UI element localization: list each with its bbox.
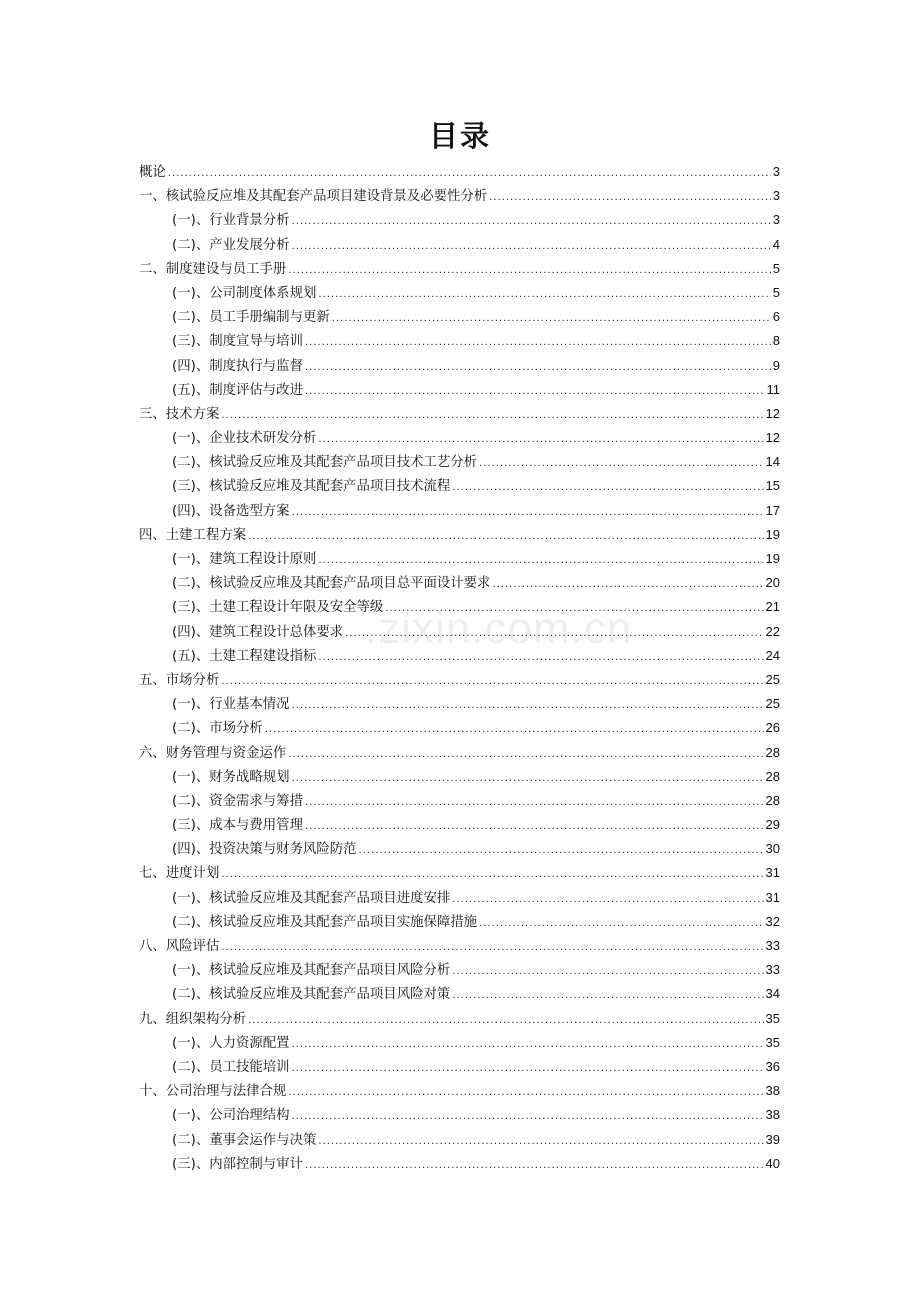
toc-page-number: 21 bbox=[765, 599, 780, 615]
toc-subsection-link[interactable] bbox=[139, 1031, 780, 1055]
toc-dot-leader bbox=[288, 1081, 763, 1105]
toc-entry-label: (一)、公司制度体系规划 bbox=[172, 285, 317, 301]
toc-dot-leader bbox=[221, 863, 763, 887]
toc-dot-leader bbox=[265, 718, 764, 742]
watermark: .zixin.com.cn bbox=[365, 604, 633, 653]
toc-entry-label: (三)、成本与费用管理 bbox=[172, 818, 303, 834]
toc-entry-label: 五、市场分析 bbox=[139, 672, 220, 688]
toc-page-number: 19 bbox=[765, 526, 780, 542]
toc-dot-leader bbox=[248, 1009, 763, 1033]
toc-subsection-link[interactable] bbox=[139, 1055, 780, 1079]
toc-section-link[interactable] bbox=[139, 523, 780, 547]
toc-dot-leader bbox=[292, 1057, 764, 1081]
toc-entry-label: (三)、核试验反应堆及其配套产品项目技术流程 bbox=[172, 479, 451, 495]
toc-entry-label: (二)、核试验反应堆及其配套产品项目技术工艺分析 bbox=[172, 455, 478, 471]
toc-entry-label: (一)、企业技术研发分析 bbox=[172, 431, 317, 447]
toc-subsection-link[interactable] bbox=[139, 208, 780, 232]
toc-subsection-link[interactable] bbox=[139, 305, 780, 329]
toc-dot-leader bbox=[305, 331, 771, 355]
toc-entry-label: 二、制度建设与员工手册 bbox=[139, 261, 287, 277]
toc-entry-label: (一)、核试验反应堆及其配套产品项目进度安排 bbox=[172, 890, 451, 906]
toc-subsection-link[interactable] bbox=[139, 233, 780, 257]
toc-entry-label: (五)、制度评估与改进 bbox=[172, 382, 303, 398]
toc-entry-label: (四)、建筑工程设计总体要求 bbox=[172, 624, 344, 640]
toc-dot-leader bbox=[305, 1154, 764, 1178]
toc-page-number: 28 bbox=[765, 792, 780, 808]
toc-section-link[interactable] bbox=[139, 1007, 780, 1031]
toc-page-number: 36 bbox=[765, 1058, 780, 1074]
toc-entry-label: (二)、资金需求与筹措 bbox=[172, 793, 303, 809]
toc-entry-label: 九、组织架构分析 bbox=[139, 1011, 247, 1027]
toc-subsection-link[interactable] bbox=[139, 789, 780, 813]
toc-page-number: 24 bbox=[765, 647, 780, 663]
toc-subsection-link[interactable] bbox=[139, 547, 780, 571]
toc-dot-leader bbox=[345, 622, 763, 646]
toc-entry-label: (一)、建筑工程设计原则 bbox=[172, 552, 317, 567]
toc-entry-label: (三)、制度宣导与培训 bbox=[172, 334, 303, 350]
toc-entry-label: (一)、人力资源配置 bbox=[172, 1035, 290, 1051]
toc-page-number: 28 bbox=[765, 744, 780, 760]
toc-page-number: 34 bbox=[765, 986, 780, 1002]
toc-page-number: 32 bbox=[765, 913, 780, 929]
toc-page-number: 17 bbox=[765, 502, 780, 518]
toc-entry-label: 一、核试验反应堆及其配套产品项目建设背景及必要性分析 bbox=[139, 189, 488, 205]
toc-subsection-link[interactable] bbox=[139, 595, 780, 619]
toc-entry-label: (二)、员工手册编制与更新 bbox=[172, 310, 330, 326]
toc-dot-leader bbox=[292, 767, 764, 791]
toc-page-number: 4 bbox=[772, 236, 780, 252]
toc-subsection-link[interactable] bbox=[139, 692, 780, 716]
toc-page-number: 5 bbox=[772, 284, 780, 300]
toc-subsection-link[interactable] bbox=[139, 982, 780, 1006]
toc-entry-label: (一)、行业基本情况 bbox=[172, 697, 290, 713]
toc-subsection-link[interactable] bbox=[139, 281, 780, 305]
toc-entry-label: 十、公司治理与法律合规 bbox=[139, 1084, 287, 1100]
toc-dot-leader bbox=[221, 404, 763, 428]
toc-dot-leader bbox=[221, 670, 763, 694]
toc-entry-label: (二)、产业发展分析 bbox=[172, 237, 290, 253]
toc-entry-label: 八、风险评估 bbox=[139, 939, 220, 954]
toc-subsection-link[interactable] bbox=[139, 1103, 780, 1127]
toc-dot-leader bbox=[292, 501, 764, 525]
toc-dot-leader bbox=[318, 646, 763, 670]
toc-entry-label: (一)、核试验反应堆及其配套产品项目风险分析 bbox=[172, 963, 451, 979]
toc-dot-leader bbox=[479, 452, 763, 476]
toc-page-number: 5 bbox=[772, 260, 780, 276]
toc-dot-leader bbox=[318, 428, 763, 452]
toc-subsection-link[interactable] bbox=[139, 958, 780, 982]
toc-section-link[interactable] bbox=[139, 741, 780, 765]
toc-dot-leader bbox=[292, 1105, 764, 1129]
page-title: 目录 bbox=[428, 119, 491, 153]
toc-subsection-link[interactable] bbox=[139, 620, 780, 644]
toc-entry-label: (三)、内部控制与审计 bbox=[172, 1156, 303, 1172]
toc-section-link[interactable] bbox=[139, 402, 780, 426]
toc-entry-label: (二)、核试验反应堆及其配套产品项目实施保障措施 bbox=[172, 914, 478, 930]
toc-page-number: 3 bbox=[772, 164, 780, 179]
toc-page-number: 19 bbox=[765, 551, 780, 566]
toc-dot-leader bbox=[318, 283, 770, 307]
toc-page-number: 35 bbox=[765, 1034, 780, 1050]
toc-page-number: 6 bbox=[772, 309, 780, 325]
toc-dot-leader bbox=[221, 936, 763, 960]
toc-entry-label: (三)、土建工程设计年限及安全等级 bbox=[172, 600, 384, 616]
toc-page-number: 26 bbox=[765, 720, 780, 736]
toc-entry-label: (四)、制度执行与监督 bbox=[172, 358, 303, 374]
toc-subsection-link[interactable] bbox=[139, 354, 780, 378]
toc-entry-label: (一)、财务战略规划 bbox=[172, 769, 290, 785]
toc-subsection-link[interactable] bbox=[139, 910, 780, 934]
toc-subsection-link[interactable] bbox=[139, 837, 780, 861]
toc-subsection-link[interactable] bbox=[139, 1128, 780, 1152]
toc-page-number: 39 bbox=[765, 1131, 780, 1147]
toc-entry-label: (二)、核试验反应堆及其配套产品项目总平面设计要求 bbox=[172, 576, 491, 592]
toc-entry-label: (二)、核试验反应堆及其配套产品项目风险对策 bbox=[172, 987, 451, 1003]
toc-dot-leader bbox=[492, 573, 763, 597]
toc-entry-label: (一)、行业背景分析 bbox=[172, 213, 290, 229]
toc-page-number: 28 bbox=[765, 768, 780, 784]
toc-subsection-link[interactable] bbox=[139, 571, 780, 595]
toc-page-number: 29 bbox=[765, 817, 780, 833]
toc-page-number: 3 bbox=[772, 188, 780, 204]
toc-dot-leader bbox=[305, 380, 765, 404]
toc-subsection-link[interactable] bbox=[139, 1152, 780, 1176]
toc-subsection-link[interactable] bbox=[139, 765, 780, 789]
toc-dot-leader bbox=[248, 525, 763, 549]
toc-dot-leader bbox=[452, 960, 763, 984]
toc-page-number: 40 bbox=[765, 1155, 780, 1171]
toc-page-number: 25 bbox=[765, 696, 780, 712]
toc-dot-leader bbox=[305, 815, 764, 839]
toc-entry-label: (二)、员工技能培训 bbox=[172, 1059, 290, 1075]
toc-entry-label: 六、财务管理与资金运作 bbox=[139, 745, 287, 761]
toc-dot-leader bbox=[168, 162, 771, 186]
toc-entry-label: 七、进度计划 bbox=[139, 866, 220, 882]
toc-dot-leader bbox=[292, 235, 771, 259]
toc-page-number: 25 bbox=[765, 671, 780, 687]
toc-dot-leader bbox=[305, 356, 771, 380]
toc-page-number: 33 bbox=[765, 938, 780, 953]
toc-page-number: 14 bbox=[765, 454, 780, 470]
toc-dot-leader bbox=[452, 888, 763, 912]
toc-page-number: 12 bbox=[765, 430, 780, 446]
toc-dot-leader bbox=[452, 984, 763, 1008]
toc-dot-leader bbox=[292, 1033, 764, 1057]
toc-page-number: 31 bbox=[765, 889, 780, 905]
toc-subsection-link[interactable] bbox=[139, 886, 780, 910]
toc-page-number: 31 bbox=[765, 865, 780, 881]
toc-entry-label: 四、土建工程方案 bbox=[139, 527, 247, 543]
toc-subsection-link[interactable] bbox=[139, 474, 780, 498]
toc-subsection-link[interactable] bbox=[139, 426, 780, 450]
toc-section-link[interactable] bbox=[139, 160, 780, 184]
toc-section-link[interactable] bbox=[139, 184, 780, 208]
toc-subsection-link[interactable] bbox=[139, 329, 780, 353]
toc-dot-leader bbox=[332, 307, 771, 331]
toc-entry-label: (二)、市场分析 bbox=[172, 721, 263, 737]
toc-page-number: 38 bbox=[765, 1107, 780, 1123]
toc-entry-label: 三、技术方案 bbox=[139, 406, 220, 422]
toc-section-link[interactable] bbox=[139, 861, 780, 885]
toc-page-number: 33 bbox=[765, 962, 780, 978]
toc-page-number: 20 bbox=[765, 575, 780, 591]
toc-section-link[interactable] bbox=[139, 1079, 780, 1103]
toc-section-link[interactable] bbox=[139, 668, 780, 692]
toc-entry-label: (四)、设备选型方案 bbox=[172, 503, 290, 519]
toc-dot-leader bbox=[292, 210, 771, 234]
toc-dot-leader bbox=[359, 839, 764, 863]
toc-page-number: 30 bbox=[765, 841, 780, 857]
toc-page-number: 3 bbox=[772, 212, 780, 228]
toc-dot-leader bbox=[479, 912, 763, 936]
toc-subsection-link[interactable] bbox=[139, 499, 780, 523]
toc-subsection-link[interactable] bbox=[139, 378, 780, 402]
toc-page-number: 9 bbox=[772, 357, 780, 373]
toc-dot-leader bbox=[452, 476, 763, 500]
toc-page-number: 35 bbox=[765, 1010, 780, 1026]
toc-dot-leader bbox=[318, 1130, 763, 1154]
toc-entry-label: 概论 bbox=[139, 165, 166, 180]
toc-subsection-link[interactable] bbox=[139, 644, 780, 668]
toc-dot-leader bbox=[292, 694, 764, 718]
toc-page-number: 11 bbox=[766, 381, 780, 397]
table-of-contents bbox=[139, 160, 780, 1176]
toc-section-link[interactable] bbox=[139, 257, 780, 281]
toc-entry-label: (一)、公司治理结构 bbox=[172, 1108, 290, 1124]
toc-entry-label: (四)、投资决策与财务风险防范 bbox=[172, 842, 357, 858]
toc-page-number: 8 bbox=[772, 333, 780, 349]
toc-section-link[interactable] bbox=[139, 934, 780, 958]
toc-subsection-link[interactable] bbox=[139, 716, 780, 740]
toc-page-number: 12 bbox=[765, 405, 780, 421]
toc-dot-leader bbox=[305, 791, 764, 815]
toc-page-number: 38 bbox=[765, 1083, 780, 1099]
toc-dot-leader bbox=[288, 259, 770, 283]
toc-subsection-link[interactable] bbox=[139, 813, 780, 837]
toc-entry-label: (五)、土建工程建设指标 bbox=[172, 648, 317, 664]
toc-dot-leader bbox=[489, 186, 771, 210]
toc-entry-label: (二)、董事会运作与决策 bbox=[172, 1132, 317, 1148]
toc-dot-leader bbox=[288, 743, 763, 767]
toc-subsection-link[interactable] bbox=[139, 450, 780, 474]
toc-page-number: 15 bbox=[765, 478, 780, 494]
toc-page-number: 22 bbox=[765, 623, 780, 639]
toc-dot-leader bbox=[318, 549, 763, 573]
toc-dot-leader bbox=[385, 597, 763, 621]
